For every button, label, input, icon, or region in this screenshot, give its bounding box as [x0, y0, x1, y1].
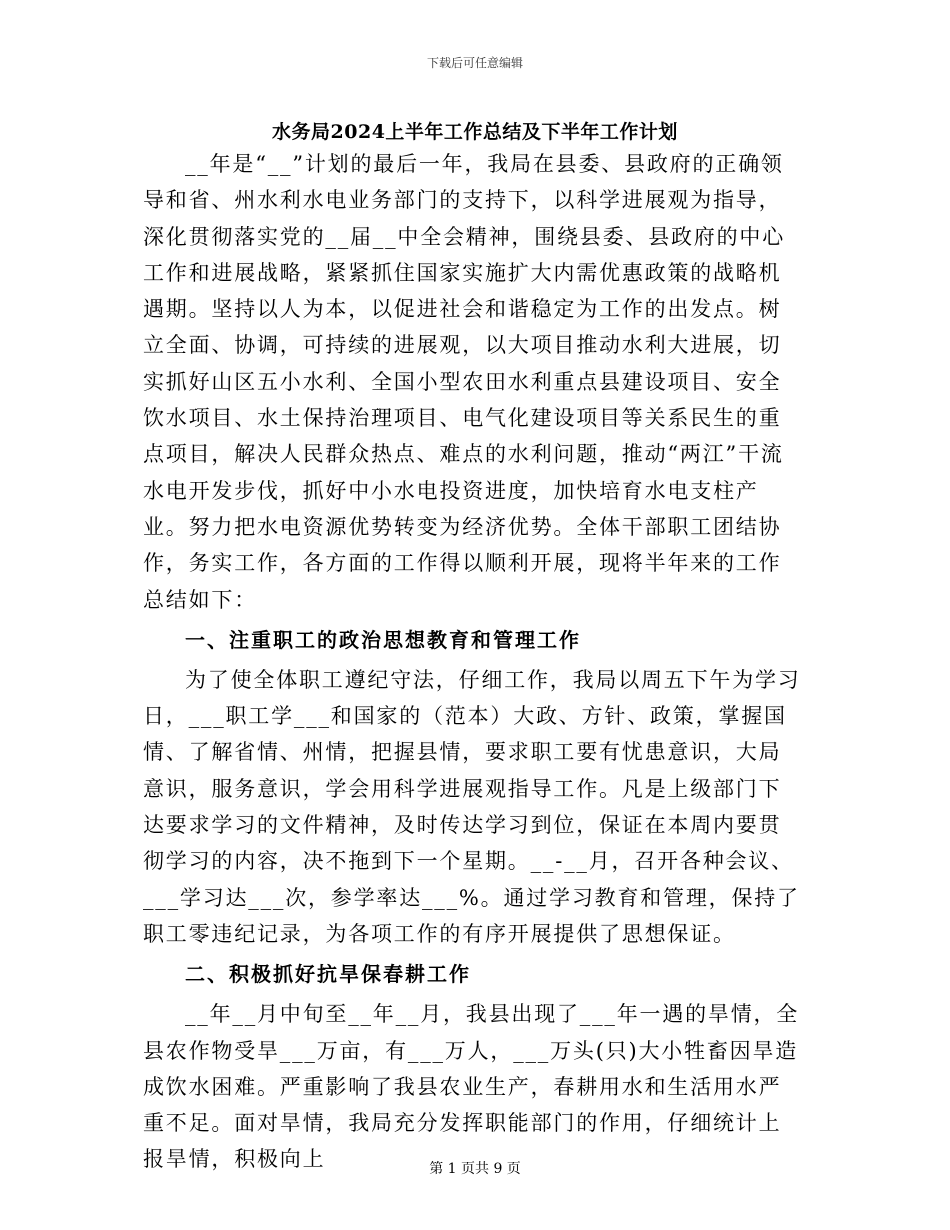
section-paragraph-1: 为了使全体职工遵纪守法，仔细工作，我局以周五下午为学习日，___职工学___和国家的（范本）大政、方针、政策，掌握国情、了解省情、州情，把握县情，要求职工要有忧患意识，大局意识，服务意识，学会用科学进展观指导工作。凡是上级部门下达要求学习的文件精神，及时传达学习到位，保证在本周内要贯彻学习的内容，决不拖到下一个星期。__-__月，召开各种会议、___学习达___次，参学率达___%。通过学习教育和管理，保持了职工零违纪记录，为各项工作的有序开展提供了思想保证。 [143, 667, 801, 946]
document-title: 水务局2024上半年工作总结及下半年工作计划 [272, 121, 678, 143]
page-footer: 第 1 页共 9 页 [429, 1161, 521, 1177]
intro-paragraph: __年是“__”计划的最后一年，我局在县委、县政府的正确领导和省、州水利水电业务部门的支持下，以科学进展观为指导，深化贯彻落实党的__届__中全会精神，围绕县委、县政府的中心工作和进展战略，紧紧抓住国家实施扩大内需优惠政策的战略机遇期。坚持以人为本，以促进社会和谐稳定为工作的出发点。树立全面、协调，可持续的进展观，以大项目推动水利大进展，切实抓好山区五小水利、全国小型农田水利重点县建设项目、安全饮水项目、水土保持治理项目、电气化建设项目等关系民生的重点项目，解决人民群众热点、难点的水利问题，推动“两江”干流水电开发步伐，抓好中小水电投资进度，加快培育水电支柱产业。努力把水电资源优势转变为经济优势。全体干部职工团结协作，务实工作，各方面的工作得以顺利开展，现将半年来的工作总结如下： [143, 152, 785, 612]
section-heading-2: 二、积极抓好抗旱保春耕工作 [185, 962, 471, 987]
section-heading-1: 一、注重职工的政治思想教育和管理工作 [185, 627, 581, 652]
document-body [143, 146, 803, 1178]
header-note: 下载后可任意编辑 [426, 56, 523, 70]
section-paragraph-2: __年__月中旬至__年__月，我县出现了___年一遇的旱情，全县农作物受旱___万亩，有___万人，___万头(只)大小牲畜因旱造成饮水困难。严重影响了我县农业生产，春耕用水和生活用水严重不足。面对旱情，我局充分发挥职能部门的作用，仔细统计上报旱情，积极向上 [143, 1002, 800, 1172]
